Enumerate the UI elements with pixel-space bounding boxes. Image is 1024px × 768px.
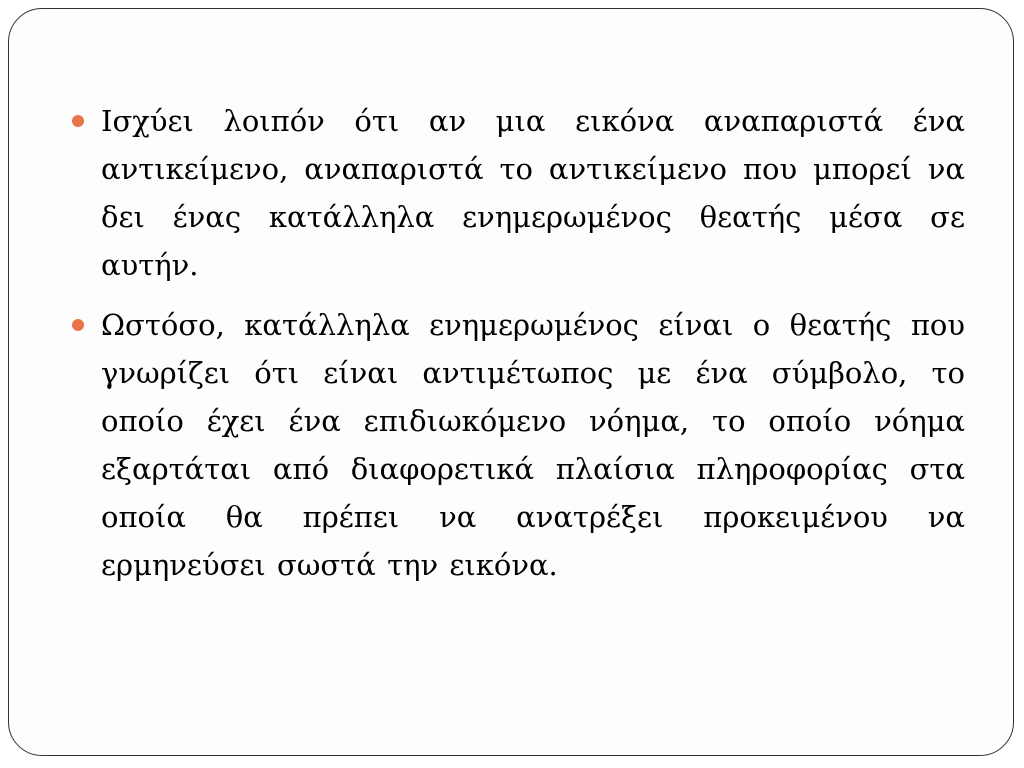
bullet-list	[69, 97, 965, 601]
bullet-dot-icon	[72, 319, 84, 331]
slide-frame	[8, 8, 1014, 756]
bullet-dot-icon	[72, 115, 84, 127]
bullet-item	[69, 97, 965, 289]
bullet-text: Ωστόσο, κατάλληλα ενημερωμένος είναι ο θεατής που γνωρίζει ότι είναι αντιμέτωπος με ένα σύμβολο, το οποίο έχει ένα επιδιωκόμενο νόημα, το οποίο νόημα εξαρτάται από διαφορετικά πλαίσια πληροφορίας στα οποία θα πρέπει να ανατρέξει προκειμένου να ερμηνεύσει σωστά την εικόνα.	[101, 308, 965, 582]
bullet-item	[69, 301, 965, 589]
bullet-text: Ισχύει λοιπόν ότι αν μια εικόνα αναπαριστά ένα αντικείμενο, αναπαριστά το αντικείμενο που μπορεί να δει ένας κατάλληλα ενημερωμένος θεατής μέσα σε αυτήν.	[101, 104, 965, 282]
